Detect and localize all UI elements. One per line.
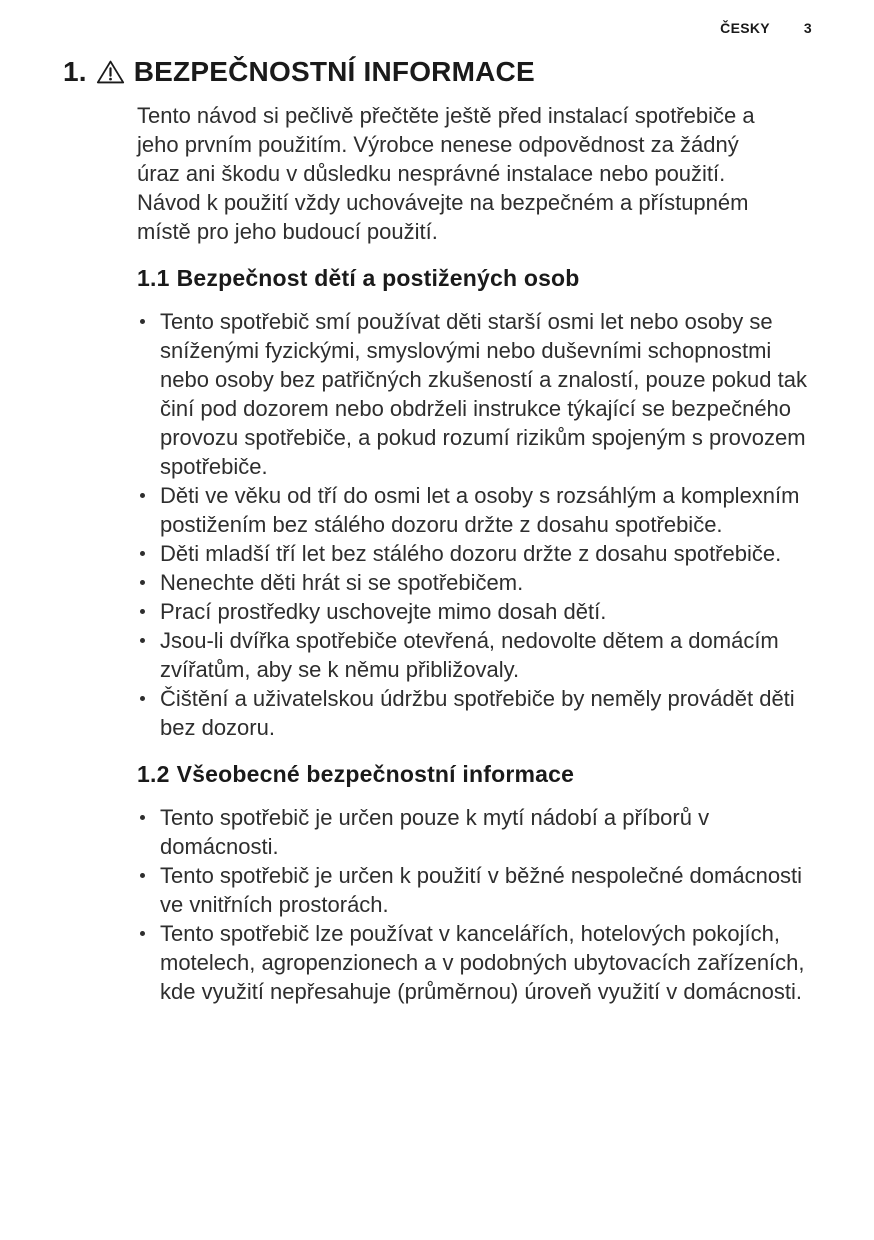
bullet-icon: [140, 551, 145, 556]
bullet-icon: [140, 638, 145, 643]
list-item-text: Děti ve věku od tří do osmi let a osoby s rozsáhlým a komplexním postižením bez stálého dozoru držte z dosahu spotřebiče.: [160, 483, 800, 537]
bullet-icon: [140, 931, 145, 936]
subsection-heading-text: Bezpečnost dětí a postižených osob: [176, 265, 580, 291]
list-item-text: Prací prostředky uschovejte mimo dosah dětí.: [160, 599, 607, 624]
list-item-text: Nenechte děti hrát si se spotřebičem.: [160, 570, 524, 595]
list-item: [137, 861, 808, 919]
list-item-text: Tento spotřebič lze používat v kancelářích, hotelových pokojích, motelech, agropenzionech a v podobných ubytovacích zařízeních, kde využití nepřesahuje (průměrnou) úroveň využití v domácnosti.: [160, 921, 805, 1004]
subsection-heading-1-2: [137, 761, 874, 788]
list-item-text: Tento spotřebič je určen k použití v běžné nespolečné domácnosti ve vnitřních prostorách.: [160, 863, 803, 917]
bullet-list-1-1: [0, 307, 874, 742]
language-label: ČESKY: [720, 20, 770, 36]
bullet-icon: [140, 696, 145, 701]
list-item-text: Jsou-li dvířka spotřebiče otevřená, nedovolte dětem a domácím zvířatům, aby se k němu přibližovaly.: [160, 628, 779, 682]
bullet-list-1-2: [0, 803, 874, 1006]
bullet-icon: [140, 609, 145, 614]
list-item: [137, 539, 808, 568]
subsection-number: 1.1: [137, 265, 170, 291]
page-number: 3: [803, 20, 812, 36]
section-title-text: BEZPEČNOSTNÍ INFORMACE: [133, 56, 535, 87]
section-title-number: 1.: [63, 56, 87, 87]
intro-paragraph: Tento návod si pečlivě přečtěte ještě před instalací spotřebiče a jeho prvním použitím. Výrobce nenese odpovědnost za žádný úraz ani škodu v důsledku nesprávné instalace nebo použití. Návod k použití vždy uchovávejte na bezpečném a přístupném místě pro jeho budoucí použití.: [137, 103, 755, 244]
list-item: [137, 919, 808, 1006]
list-item-text: Tento spotřebič je určen pouze k mytí nádobí a příborů v domácnosti.: [160, 805, 710, 859]
list-item-text: Tento spotřebič smí používat děti starší osmi let nebo osoby se sníženými fyzickými, smyslovými nebo duševními schopnostmi nebo osoby bez patřičných zkušeností a znalostí, pouze pokud tak činí pod dozorem nebo obdrželi instrukce týkající se bezpečného provozu spotřebiče, a pokud rozumí rizikům spojeným s provozem spotřebiče.: [160, 309, 807, 479]
list-item-text: Čištění a uživatelskou údržbu spotřebiče by neměly provádět děti bez dozoru.: [160, 686, 795, 740]
subsection-heading-text: Všeobecné bezpečnostní informace: [176, 761, 575, 787]
list-item: [137, 684, 808, 742]
list-item: [137, 597, 808, 626]
subsection-heading-1-1: [137, 265, 874, 292]
warning-triangle-icon: [96, 59, 125, 85]
bullet-icon: [140, 319, 145, 324]
list-item: [137, 568, 808, 597]
page-header: [720, 20, 812, 36]
list-item: [137, 626, 808, 684]
list-item: [137, 803, 808, 861]
section-title: [63, 56, 874, 88]
list-item-text: Děti mladší tří let bez stálého dozoru držte z dosahu spotřebiče.: [160, 541, 782, 566]
subsection-number: 1.2: [137, 761, 170, 787]
bullet-icon: [140, 815, 145, 820]
list-item: [137, 307, 808, 481]
bullet-icon: [140, 493, 145, 498]
bullet-icon: [140, 580, 145, 585]
bullet-icon: [140, 873, 145, 878]
list-item: [137, 481, 808, 539]
